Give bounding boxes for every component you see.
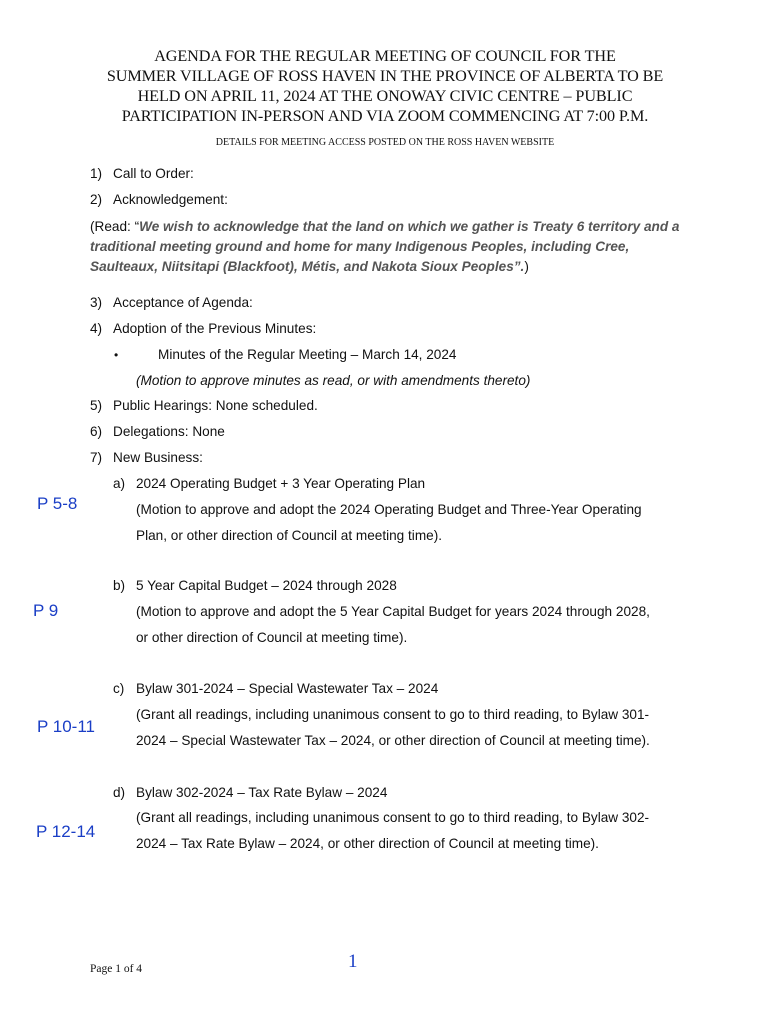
agenda-title — [60, 46, 710, 126]
item-text: Adoption of the Previous Minutes: — [113, 321, 317, 336]
page-number: 1 — [348, 951, 358, 972]
title-line: SUMMER VILLAGE OF ROSS HAVEN IN THE PROVINCE OF ALBERTA TO BE — [106, 67, 664, 85]
item-text: New Business: — [113, 450, 203, 465]
bullet-marker: • — [114, 348, 119, 362]
title-line: HELD ON APRIL 11, 2024 AT THE ONOWAY CIVIC CENTRE – PUBLIC — [137, 87, 633, 105]
motion-line: (Grant all readings, including unanimous consent to go to third reading, to Bylaw 302- — [136, 810, 650, 825]
sub-item-motion — [136, 805, 681, 857]
ack-suffix: ) — [524, 259, 529, 274]
page-reference: P 12-14 — [36, 822, 96, 841]
sub-item-motion — [136, 497, 681, 549]
minutes-motion: (Motion to approve minutes as read, or with amendments thereto) — [136, 373, 531, 388]
acknowledgement-statement — [90, 217, 690, 277]
motion-line: 2024 – Special Wastewater Tax – 2024, or other direction of Council at meeting time). — [136, 733, 650, 748]
page-reference: P 9 — [33, 601, 59, 620]
item-text: Acknowledgement: — [113, 192, 228, 207]
minutes-item: Minutes of the Regular Meeting – March 14, 2024 — [158, 347, 457, 362]
item-number: 4) — [90, 321, 103, 336]
sub-item-motion — [136, 599, 681, 651]
ack-prefix: (Read: “ — [90, 219, 140, 234]
item-text: Delegations: None — [113, 424, 225, 439]
page-reference: P 10-11 — [37, 717, 95, 736]
sub-item-label: d) — [113, 785, 126, 800]
page-footer-label: Page 1 of 4 — [90, 963, 143, 975]
sub-item-motion — [136, 702, 681, 754]
item-number: 1) — [90, 166, 103, 181]
sub-item-title: 5 Year Capital Budget – 2024 through 2028 — [136, 578, 397, 593]
item-number: 7) — [90, 450, 103, 465]
sub-item-title: Bylaw 301-2024 – Special Wastewater Tax – 2024 — [136, 681, 439, 696]
motion-line: (Motion to approve and adopt the 2024 Operating Budget and Three-Year Operating — [136, 502, 642, 517]
sub-item-title: Bylaw 302-2024 – Tax Rate Bylaw – 2024 — [136, 785, 388, 800]
item-text: Acceptance of Agenda: — [113, 295, 253, 310]
item-text: Public Hearings: None scheduled. — [113, 398, 318, 413]
ack-bold-text: We wish to acknowledge that the land on which we gather is Treaty 6 territory and a traditional meeting ground and home for many Indigenous Peoples, including Cree, Saulteaux, Niitsitapi (Blackfoot), Métis, and Nakota Sioux Peoples”. — [90, 219, 680, 274]
motion-line: (Grant all readings, including unanimous consent to go to third reading, to Bylaw 301- — [136, 707, 650, 722]
item-number: 2) — [90, 192, 103, 207]
page-reference: P 5-8 — [37, 494, 78, 513]
item-number: 3) — [90, 295, 103, 310]
motion-line: 2024 – Tax Rate Bylaw – 2024, or other direction of Council at meeting time). — [136, 836, 599, 851]
item-number: 5) — [90, 398, 103, 413]
item-number: 6) — [90, 424, 103, 439]
title-line: PARTICIPATION IN-PERSON AND VIA ZOOM COMMENCING AT 7:00 P.M. — [121, 107, 649, 125]
sub-item-label: c) — [113, 681, 125, 696]
sub-item-label: b) — [113, 578, 126, 593]
motion-line: or other direction of Council at meeting time). — [136, 630, 408, 645]
title-line: AGENDA FOR THE REGULAR MEETING OF COUNCIL FOR THE — [154, 47, 616, 65]
item-text: Call to Order: — [113, 166, 194, 181]
motion-line: Plan, or other direction of Council at meeting time). — [136, 528, 443, 543]
motion-line: (Motion to approve and adopt the 5 Year Capital Budget for years 2024 through 2028, — [136, 604, 650, 619]
agenda-subtitle: DETAILS FOR MEETING ACCESS POSTED ON THE ROSS HAVEN WEBSITE — [215, 137, 555, 148]
sub-item-label: a) — [113, 476, 126, 491]
sub-item-title: 2024 Operating Budget + 3 Year Operating Plan — [136, 476, 426, 491]
